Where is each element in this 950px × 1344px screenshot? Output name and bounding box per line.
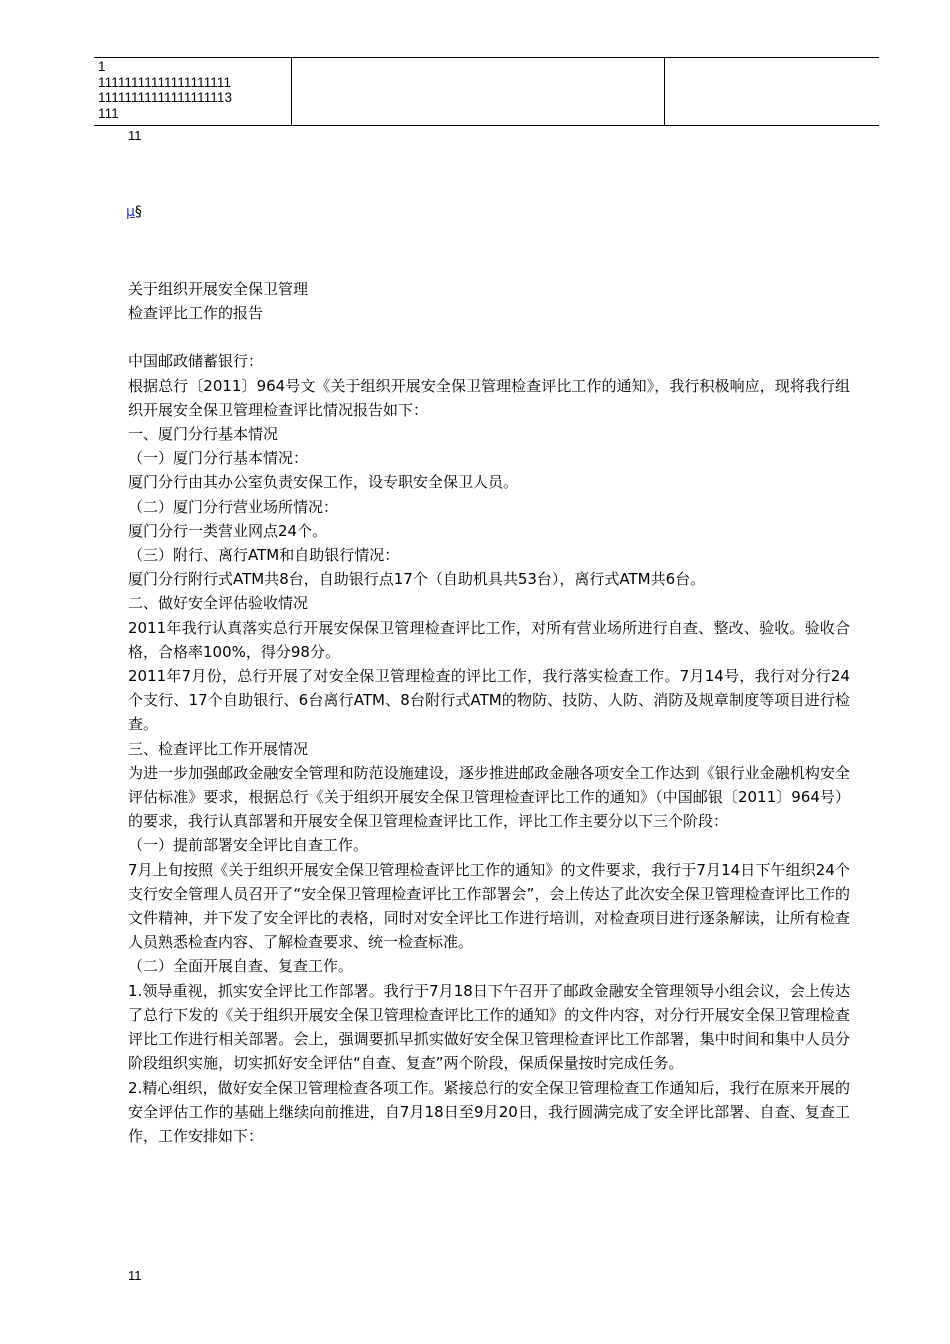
paragraph: 厦门分行由其办公室负责安保工作，设专职安全保卫人员。 [128, 473, 519, 492]
header-cell-2 [291, 58, 664, 126]
anchor-mark [126, 204, 142, 220]
paragraph: 厦门分行附行式ATM共8台，自助银行点17个（自助机具共53台），离行式ATM共6台。 [128, 570, 706, 589]
paragraph-intro: 根据总行〔2011〕964号文《关于组织开展安全保卫管理检查评比工作的通知》，我行积极响应，现将我行组织开展安全保卫管理检查评比情况报告如下： [128, 376, 850, 419]
subheading-1-2: （二）厦门分行营业场所情况： [128, 497, 339, 516]
subheading-3-2: （二）全面开展自查、复查工作。 [128, 957, 354, 976]
document-body [128, 277, 850, 1148]
header-cell-3 [664, 58, 879, 126]
paragraph: 1.领导重视，抓实安全评比工作部署。我行于7月18日下午召开了邮政金融安全管理领导小组会议，会上传达了总行下发的《关于组织开展安全保卫管理检查评比工作的通知》的文件内容，对分行开展安全保卫管理检查评比工作进行相关部署。会上，强调要抓早抓实做好安全保卫管理检查评比工作部署，集中时间和集中人员分阶段组织实施，切实抓好安全评估“自查、复查”两个阶段，保质保量按时完成任务。 [128, 981, 850, 1073]
paragraph: 7月上旬按照《关于组织开展安全保卫管理检查评比工作的通知》的文件要求，我行于7月14日下午组织24个支行安全管理人员召开了“安全保卫管理检查评比工作部署会”，会上传达了此次安全保卫管理检查评比工作的文件精神，并下发了安全评比的表格，同时对安全评比工作进行培训，对检查项目进行逐条解读，让所有检查人员熟悉检查内容、了解检查要求、统一检查标准。 [128, 860, 850, 952]
page-number-top: 11 [128, 128, 142, 143]
paragraph: 2011年7月份，总行开展了对安全保卫管理检查的评比工作，我行落实检查工作。7月14号，我行对分行24个支行、17个自助银行、6台离行ATM、8台附行式ATM的物防、技防、人防、消防及规章制度等项目进行检查。 [128, 667, 850, 734]
paragraph: 厦门分行一类营业网点24个。 [128, 521, 328, 540]
section-sign: § [134, 204, 142, 220]
subheading-1-3: （三）附行、离行ATM和自助银行情况： [128, 546, 400, 565]
header-table [94, 57, 879, 126]
page-number-bottom: 11 [128, 1268, 142, 1283]
paragraph: 2011年我行认真落实总行开展安保保卫管理检查评比工作，对所有营业场所进行自查、整改、验收。验收合格，合格率100%，得分98分。 [128, 618, 850, 661]
title-line-2: 检查评比工作的报告 [128, 304, 264, 323]
title-line-1: 关于组织开展安全保卫管理 [128, 280, 309, 298]
header-cell-1 [94, 58, 291, 126]
section-heading-2: 二、做好安全评估验收情况 [128, 594, 309, 613]
addressee: 中国邮政储蓄银行： [128, 352, 264, 371]
mu-link[interactable]: μ [126, 204, 135, 220]
section-heading-1: 一、厦门分行基本情况 [128, 425, 279, 444]
subheading-1-1: （一）厦门分行基本情况： [128, 449, 309, 468]
section-heading-3: 三、检查评比工作开展情况 [128, 739, 309, 758]
paragraph: 2.精心组织，做好安全保卫管理检查各项工作。紧接总行的安全保卫管理检查工作通知后，我行在原来开展的安全评估工作的基础上继续向前推进，自7月18日至9月20日，我行圆满完成了安全评比部署、自查、复查工作，工作安排如下： [128, 1078, 850, 1145]
subheading-3-1: （一）提前部署安全评比自查工作。 [128, 836, 369, 855]
paragraph: 为进一步加强邮政金融安全管理和防范设施建设，逐步推进邮政金融各项安全工作达到《银行业金融机构安全评估标准》要求，根据总行《关于组织开展安全保卫管理检查评比工作的通知》（中国邮银〔2011〕964号）的要求，我行认真部署和开展安全保卫管理检查评比工作，评比工作主要分以下三个阶段： [128, 763, 850, 831]
header-cell-1-text: 1 11111111111111111111 11111111111111111113 111 [98, 59, 233, 121]
